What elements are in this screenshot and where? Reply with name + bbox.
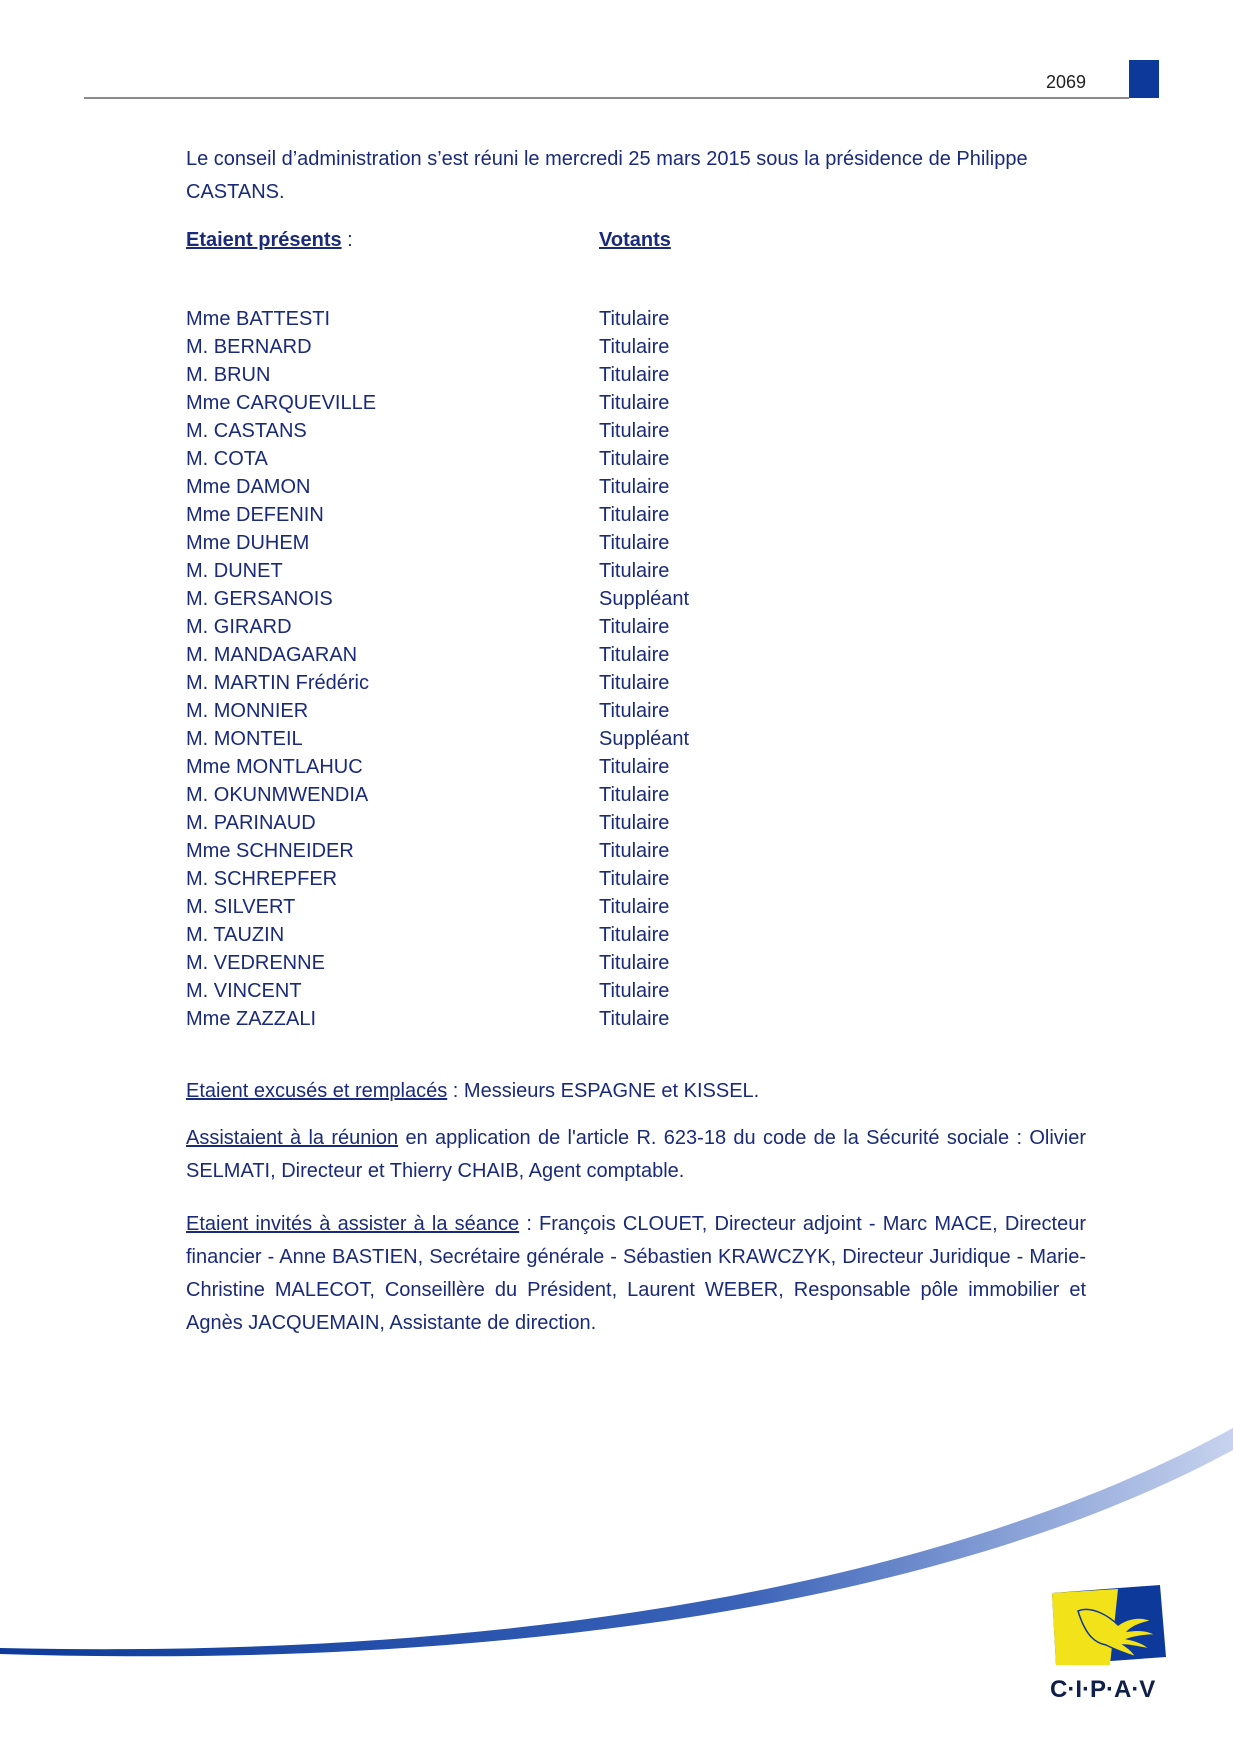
member-name: M. MONTEIL <box>186 728 303 750</box>
header-accent-block <box>1129 60 1159 98</box>
member-status: Titulaire <box>599 504 670 526</box>
member-name: M. TAUZIN <box>186 924 285 946</box>
member-row <box>186 417 1086 445</box>
member-row <box>186 333 1086 361</box>
member-status: Titulaire <box>599 476 670 498</box>
member-row <box>186 669 1086 697</box>
header-rule <box>84 97 1129 99</box>
member-row <box>186 725 1086 753</box>
member-name: M. GERSANOIS <box>186 588 333 610</box>
excused-label: Etaient excusés et remplacés <box>186 1080 448 1102</box>
member-status: Titulaire <box>599 756 670 778</box>
member-status: Titulaire <box>599 952 670 974</box>
member-name: Mme DUHEM <box>186 532 310 554</box>
member-status: Titulaire <box>599 616 670 638</box>
member-row <box>186 893 1086 921</box>
member-status: Titulaire <box>599 980 670 1002</box>
member-name: M. SILVERT <box>186 896 296 918</box>
member-name: Mme DEFENIN <box>186 504 324 526</box>
document-body <box>186 143 1086 1340</box>
excused-text: : Messieurs ESPAGNE et KISSEL. <box>447 1080 760 1102</box>
member-row <box>186 585 1086 613</box>
member-row <box>186 837 1086 865</box>
member-name: Mme DAMON <box>186 476 311 498</box>
member-row <box>186 529 1086 557</box>
member-status: Titulaire <box>599 532 670 554</box>
member-name: M. VINCENT <box>186 980 302 1002</box>
member-row <box>186 921 1086 949</box>
member-status: Suppléant <box>599 588 690 610</box>
page-number: 2069 <box>1045 72 1086 92</box>
member-status: Titulaire <box>599 896 670 918</box>
member-status: Titulaire <box>599 420 670 442</box>
member-row <box>186 949 1086 977</box>
invited-label: Etaient invités à assister à la séance <box>186 1213 520 1235</box>
member-status: Titulaire <box>599 1008 670 1030</box>
member-name: M. SCHREPFER <box>186 868 338 890</box>
invited-text: : François CLOUET, Directeur adjoint - Marc MACE, Directeur financier - Anne BASTIEN, Secrétaire générale - Sébastien KRAWCZYK, Directeur Juridique - Marie-Christine MALECOT, Conseillère du Président, Laurent WEBER, Responsable pôle immobilier et Agnès JACQUEMAIN, Assistante de direction. <box>186 1213 1086 1334</box>
member-name: M. VEDRENNE <box>186 952 325 974</box>
member-name: M. MANDAGARAN <box>186 644 358 666</box>
assisting-label: Assistaient à la réunion <box>186 1127 399 1149</box>
member-status: Titulaire <box>599 336 670 358</box>
member-list <box>186 305 1086 1033</box>
member-name: M. BRUN <box>186 364 271 386</box>
member-row <box>186 865 1086 893</box>
member-name: M. DUNET <box>186 560 283 582</box>
member-name: M. OKUNMWENDIA <box>186 784 369 806</box>
member-status: Titulaire <box>599 672 670 694</box>
member-status: Titulaire <box>599 448 670 470</box>
assisting-paragraph <box>186 1122 1086 1188</box>
member-row <box>186 305 1086 333</box>
member-status: Suppléant <box>599 728 690 750</box>
member-row <box>186 753 1086 781</box>
member-row <box>186 361 1086 389</box>
member-name: M. MARTIN Frédéric <box>186 672 369 694</box>
member-name: M. COTA <box>186 448 268 470</box>
member-name: Mme SCHNEIDER <box>186 840 354 862</box>
excused-paragraph <box>186 1075 1086 1108</box>
member-name: Mme ZAZZALI <box>186 1008 317 1030</box>
member-row <box>186 473 1086 501</box>
voting-heading: Votants <box>599 229 671 251</box>
member-row <box>186 809 1086 837</box>
member-name: M. BERNARD <box>186 336 312 358</box>
member-name: M. CASTANS <box>186 420 307 442</box>
member-status: Titulaire <box>599 868 670 890</box>
attendance-headings <box>186 229 1086 269</box>
member-row <box>186 641 1086 669</box>
member-row <box>186 389 1086 417</box>
member-status: Titulaire <box>599 840 670 862</box>
member-status: Titulaire <box>599 308 670 330</box>
member-status: Titulaire <box>599 392 670 414</box>
member-row <box>186 501 1086 529</box>
cipav-logo-text: C·I·P·A·V <box>1050 1676 1156 1703</box>
member-row <box>186 781 1086 809</box>
member-status: Titulaire <box>599 560 670 582</box>
member-row <box>186 697 1086 725</box>
member-name: M. GIRARD <box>186 616 292 638</box>
member-name: Mme CARQUEVILLE <box>186 392 377 414</box>
present-heading: Etaient présents : <box>186 229 353 251</box>
member-status: Titulaire <box>599 644 670 666</box>
member-status: Titulaire <box>599 700 670 722</box>
member-row <box>186 557 1086 585</box>
member-row <box>186 977 1086 1005</box>
member-name: Mme BATTESTI <box>186 308 331 330</box>
member-name: M. PARINAUD <box>186 812 316 834</box>
assisting-text: en application de l'article R. 623-18 du code de la Sécurité sociale : Olivier SELMATI, Directeur et Thierry CHAIB, Agent comptable. <box>186 1127 1086 1182</box>
member-status: Titulaire <box>599 812 670 834</box>
member-name: M. MONNIER <box>186 700 309 722</box>
member-status: Titulaire <box>599 364 670 386</box>
member-row <box>186 445 1086 473</box>
member-name: Mme MONTLAHUC <box>186 756 363 778</box>
member-status: Titulaire <box>599 924 670 946</box>
intro-paragraph: Le conseil d’administration s’est réuni le mercredi 25 mars 2015 sous la présidence de Philippe CASTANS. <box>186 148 1028 203</box>
member-row <box>186 1005 1086 1033</box>
member-row <box>186 613 1086 641</box>
member-status: Titulaire <box>599 784 670 806</box>
invited-paragraph <box>186 1208 1086 1340</box>
